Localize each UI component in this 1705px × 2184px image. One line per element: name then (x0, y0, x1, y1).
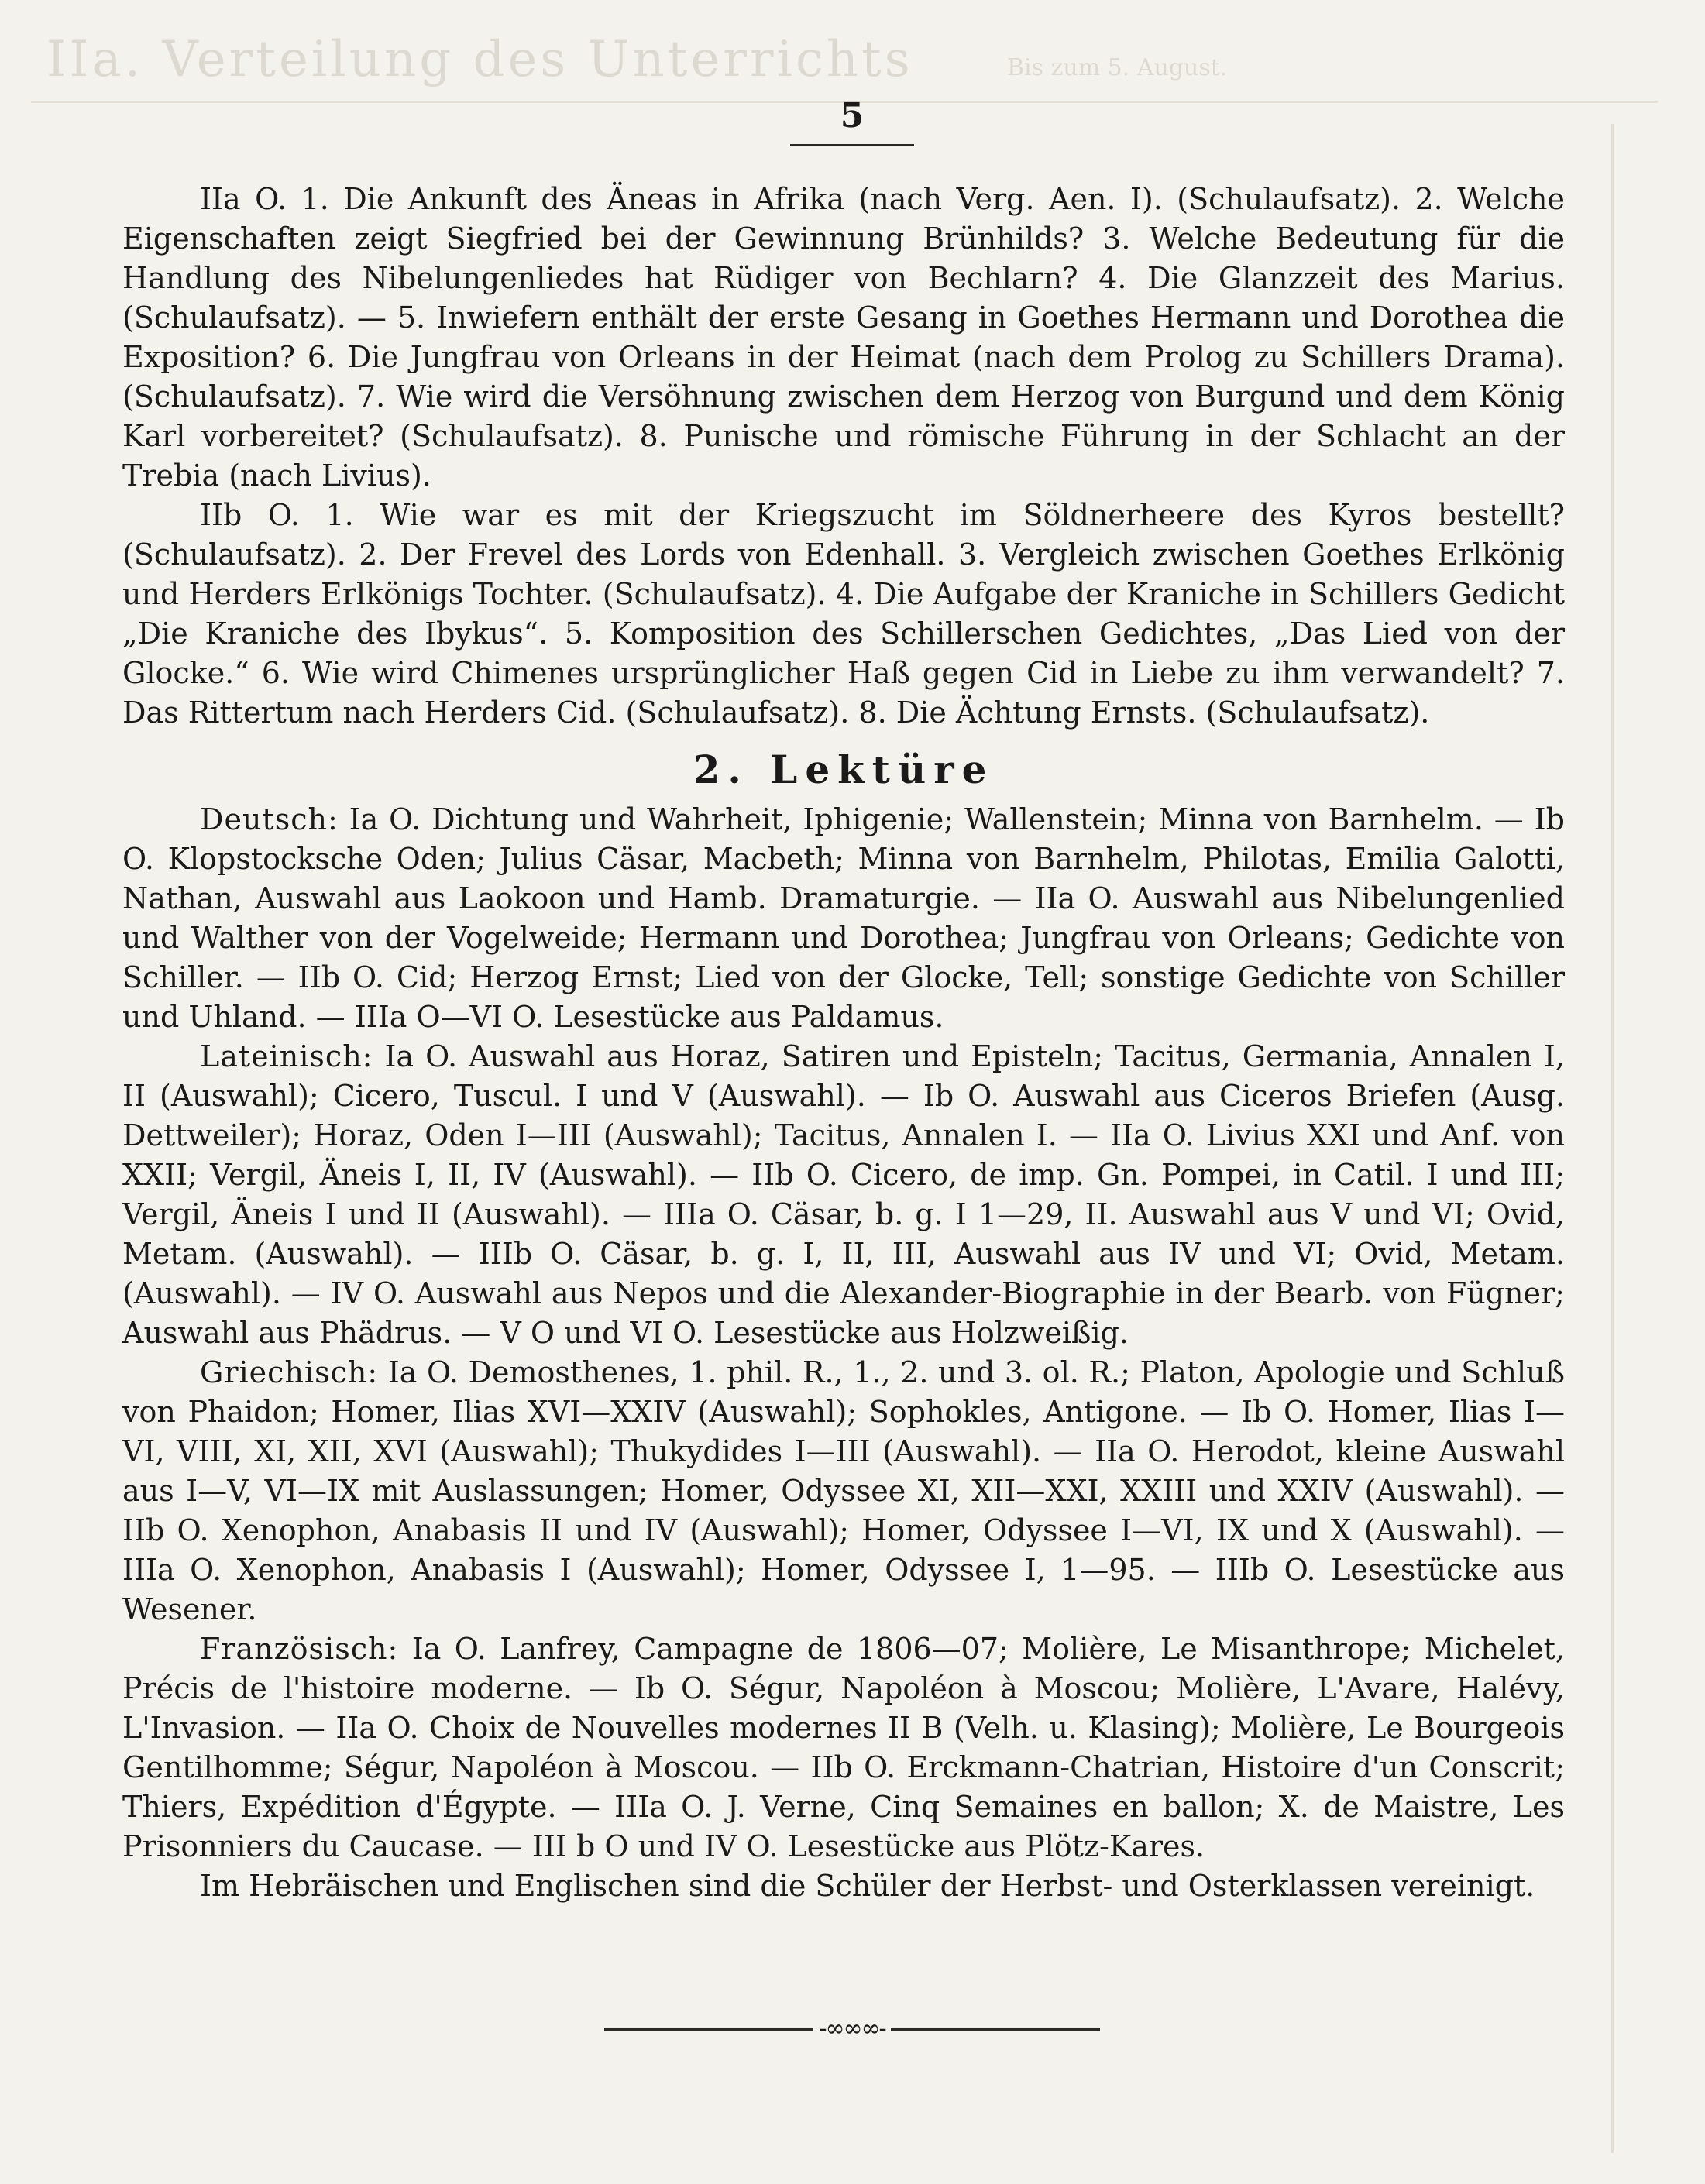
subject-text: Ia O. Dichtung und Wahrheit, Iphigenie; Wallenstein; Minna von Barnhelm. — Ib O. Klopstocksche Oden; Julius Cäsar, Macbeth; Minna von Barnhelm, Philotas, Emilia Galotti, Nathan, Auswahl aus Laokoon und Hamb. Dramaturgie. — IIa O. Auswahl aus Nibelungenlied und Walther von der Vogelweide; Hermann und Dorothea; Jungfrau von Orleans; Gedichte von Schiller. — IIb O. Cid; Herzog Ernst; Lied von der Glocke, Tell; sonstige Gedichte von Schiller und Uhland. — IIIa O—VI O. Lesestücke aus Paldamus. (122, 802, 1565, 1034)
page-number: 5 (840, 96, 865, 136)
page-number-rule (790, 144, 914, 146)
closing-note: Im Hebräischen und Englischen sind die Schüler der Herbst- und Osterklassen vereinigt. (200, 1869, 1535, 1903)
ornament-line-right (891, 2028, 1100, 2031)
bleed-through-table-column (1611, 124, 1699, 2153)
page-body (122, 180, 1565, 1906)
aufsatz-paragraph-iia: IIa O. 1. Die Ankunft des Äneas in Afrika (nach Verg. Aen. I). (Schulaufsatz). 2. Welche Eigenschaften zeigt Siegfried bei der Gewinnung Brünhilds? 3. Welche Bedeutung für die Handlung des Nibelungenliedes hat Rüdiger von Bechlarn? 4. Die Glanzzeit des Marius. (Schulaufsatz). — 5. Inwiefern enthält der erste Gesang in Goethes Hermann und Dorothea die Exposition? 6. Die Jungfrau von Orleans in der Heimat (nach dem Prolog zu Schillers Drama). (Schulaufsatz). 7. Wie wird die Versöhnung zwischen dem Herzog von Burgund und dem König Karl vorbereitet? (Schulaufsatz). 8. Punische und römische Führung in der Schlacht an der Trebia (nach Livius). (122, 182, 1565, 493)
subject-text: Ia O. Lanfrey, Campagne de 1806—07; Molière, Le Misanthrope; Michelet, Précis de l'histoire moderne. — Ib O. Ségur, Napoléon à Moscou; Molière, L'Avare, Halévy, L'Invasion. — IIa O. Choix de Nouvelles modernes II B (Velh. u. Klasing); Molière, Le Bourgeois Gentilhomme; Ségur, Napoléon à Moscou. — IIb O. Erckmann-Chatrian, Histoire d'un Conscrit; Thiers, Expédition d'Égypte. — IIIa O. J. Verne, Cinq Semaines en ballon; X. de Maistre, Les Prisonniers du Caucase. — III b O und IV O. Lesestücke aus Plötz-Kares. (122, 1632, 1565, 1863)
subject-text: Ia O. Demosthenes, 1. phil. R., 1., 2. und 3. ol. R.; Platon, Apologie und Schluß von Phaidon; Homer, Ilias XVI—XXIV (Auswahl); Sophokles, Antigone. — Ib O. Homer, Ilias I—VI, VIII, XI, XII, XVI (Auswahl); Thukydides I—III (Auswahl). — IIa O. Herodot, kleine Auswahl aus I—V, VI—IX mit Auslassungen; Homer, Odyssee XI, XII—XXI, XXIII und XXIV (Auswahl). — IIb O. Xenophon, Anabasis II und IV (Auswahl); Homer, Odyssee I—VI, IX und X (Auswahl). — IIIa O. Xenophon, Anabasis I (Auswahl); Homer, Odyssee I, 1—95. — IIIb O. Lesestücke aus Wesener. (122, 1355, 1565, 1626)
ornament-divider (604, 2014, 1100, 2045)
lektuere-paragraph-franzoesisch (122, 1629, 1565, 1866)
aufsatz-paragraph-iib: IIb O. 1. Wie war es mit der Kriegszucht im Söldnerheere des Kyros bestellt? (Schulaufsatz). 2. Der Frevel des Lords von Edenhall. 3. Vergleich zwischen Goethes Erlkönig und Herders Erlkönigs Tochter. (Schulaufsatz). 4. Die Aufgabe der Kraniche in Schillers Gedicht „Die Kraniche des Ibykus“. 5. Komposition des Schillerschen Gedichtes, „Das Lied von der Glocke.“ 6. Wie wird Chimenes ursprünglicher Haß gegen Cid in Liebe zu ihm verwandelt? 7. Das Rittertum nach Herders Cid. (Schulaufsatz). 8. Die Ächtung Ernsts. (Schulaufsatz). (122, 498, 1565, 730)
bleed-through-heading-right: Bis zum 5. August. (1007, 54, 1228, 81)
bleed-through-heading: IIa. Verteilung des Unterrichts (46, 31, 913, 88)
ornament-line-left (604, 2028, 813, 2031)
ornament-flourish-icon: -∞∞∞- (819, 2015, 885, 2042)
subject-label: Griechisch: (200, 1355, 379, 1389)
subject-label: Lateinisch: (200, 1039, 373, 1073)
lektuere-paragraph-latein (122, 1037, 1565, 1353)
section-title: 2. Lektüre (693, 747, 995, 792)
subject-text: Ia O. Auswahl aus Horaz, Satiren und Episteln; Tacitus, Germania, Annalen I, II (Auswahl); Cicero, Tuscul. I und V (Auswahl). — Ib O. Auswahl aus Ciceros Briefen (Ausg. Dettweiler); Horaz, Oden I—III (Auswahl); Tacitus, Annalen I. — IIa O. Livius XXI und Anf. von XXII; Vergil, Äneis I, II, IV (Auswahl). — IIb O. Cicero, de imp. Gn. Pompei, in Catil. I und III; Vergil, Äneis I und II (Auswahl). — IIIa O. Cäsar, b. g. I 1—29, II. Auswahl aus V und VI; Ovid, Metam. (Auswahl). — IIIb O. Cäsar, b. g. I, II, III, Auswahl aus IV und VI; Ovid, Metam. (Auswahl). — IV O. Auswahl aus Nepos und die Alexander-Biographie in der Bearb. von Fügner; Auswahl aus Phädrus. — V O und VI O. Lesestücke aus Holzweißig. (122, 1039, 1565, 1350)
lektuere-paragraph-griechisch (122, 1353, 1565, 1629)
lektuere-paragraph-deutsch (122, 800, 1565, 1037)
subject-label: Deutsch: (200, 802, 339, 836)
subject-label: Französisch: (200, 1632, 399, 1666)
